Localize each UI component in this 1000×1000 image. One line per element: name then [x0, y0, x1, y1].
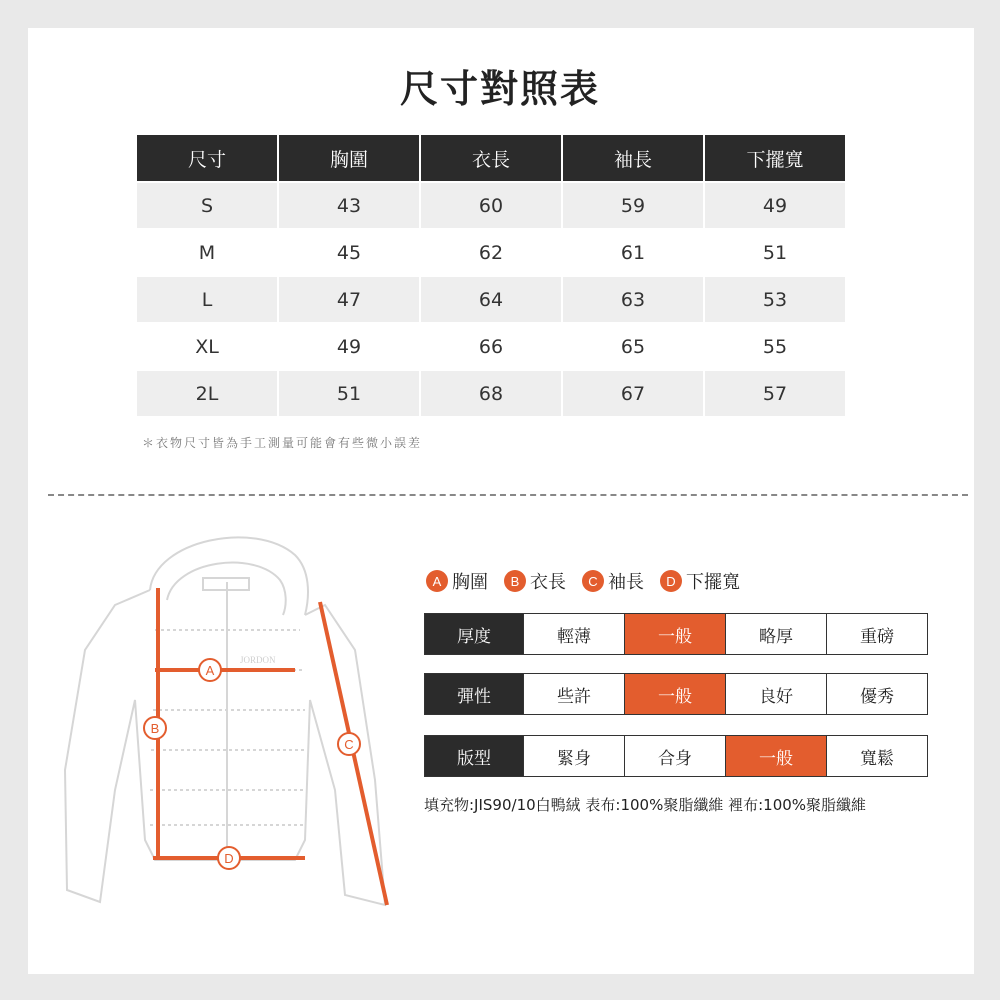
scale-option: 略厚 — [725, 614, 826, 654]
table-cell: 45 — [336, 241, 362, 264]
legend-label: 袖長 — [608, 572, 644, 593]
scale-option: 寬鬆 — [826, 736, 927, 776]
scale-option: 輕薄 — [523, 614, 624, 654]
legend-key: C — [582, 570, 604, 592]
table-row — [137, 324, 845, 369]
table-header-row — [137, 135, 845, 181]
page-title: 尺寸對照表 — [399, 67, 600, 111]
scale-option: 重磅 — [826, 614, 927, 654]
column-header: 胸圍 — [279, 135, 419, 181]
legend-key: D — [660, 570, 682, 592]
table-cell: 49 — [705, 183, 845, 228]
marker-d — [218, 847, 240, 869]
scale-label: 版型 — [425, 736, 523, 776]
table-cell: 64 — [421, 277, 561, 322]
table-row — [137, 277, 845, 322]
legend-label: 胸圍 — [452, 572, 488, 593]
legend-item — [660, 568, 740, 594]
table-row — [137, 371, 845, 416]
brand-logo: JORDON — [240, 655, 276, 665]
table-cell: 62 — [478, 241, 504, 264]
svg-text:D: D — [224, 851, 234, 866]
size-table — [135, 133, 847, 418]
legend-item — [426, 568, 488, 594]
legend-label: 下擺寬 — [686, 572, 740, 593]
material-info: 填充物:JIS90/10白鴨絨 表布:100%聚脂纖維 裡布:100%聚脂纖維 — [424, 796, 867, 814]
svg-text:B: B — [150, 721, 160, 736]
table-cell: 60 — [421, 183, 561, 228]
column-header: 尺寸 — [137, 135, 277, 181]
table-cell: 61 — [620, 241, 646, 264]
table-cell: M — [198, 241, 216, 264]
scale-option: 優秀 — [826, 674, 927, 714]
table-row — [137, 230, 845, 275]
fit-scale — [424, 735, 928, 777]
svg-text:C: C — [344, 737, 354, 752]
legend-item — [582, 568, 644, 594]
table-cell: 49 — [336, 335, 362, 358]
measurement-legend — [426, 568, 746, 594]
table-cell: 65 — [620, 335, 646, 358]
table-cell: 51 — [279, 371, 419, 416]
thickness-scale — [424, 613, 928, 655]
table-cell: L — [137, 277, 277, 322]
column-header: 袖長 — [563, 135, 703, 181]
table-cell: S — [137, 183, 277, 228]
table-cell: 57 — [705, 371, 845, 416]
table-row — [137, 183, 845, 228]
scale-option-selected: 一般 — [624, 674, 725, 714]
table-cell: 67 — [563, 371, 703, 416]
table-cell: 59 — [563, 183, 703, 228]
marker-a — [199, 659, 221, 681]
table-cell: XL — [195, 335, 219, 358]
section-divider — [48, 494, 968, 496]
legend-key: B — [504, 570, 526, 592]
scale-option-selected: 一般 — [725, 736, 826, 776]
legend-key: A — [426, 570, 448, 592]
table-cell: 51 — [762, 241, 788, 264]
column-header: 衣長 — [421, 135, 561, 181]
scale-option: 合身 — [624, 736, 725, 776]
scale-label: 厚度 — [425, 614, 523, 654]
table-cell: 2L — [137, 371, 277, 416]
column-header: 下擺寬 — [705, 135, 845, 181]
svg-text:A: A — [205, 663, 215, 678]
marker-b — [144, 717, 166, 739]
table-cell: 66 — [478, 335, 504, 358]
measurement-note: ＊衣物尺寸皆為手工測量可能會有些微小誤差 — [142, 436, 423, 450]
scale-option: 良好 — [725, 674, 826, 714]
scale-option-selected: 一般 — [624, 614, 725, 654]
table-cell: 55 — [762, 335, 788, 358]
table-cell: 53 — [705, 277, 845, 322]
jacket-diagram — [55, 520, 415, 920]
table-cell: 43 — [279, 183, 419, 228]
scale-option: 緊身 — [523, 736, 624, 776]
legend-label: 衣長 — [530, 572, 566, 593]
legend-item — [504, 568, 566, 594]
table-cell: 63 — [563, 277, 703, 322]
scale-label: 彈性 — [425, 674, 523, 714]
elasticity-scale — [424, 673, 928, 715]
marker-c — [338, 733, 360, 755]
table-cell: 47 — [279, 277, 419, 322]
scale-option: 些許 — [523, 674, 624, 714]
table-cell: 68 — [421, 371, 561, 416]
